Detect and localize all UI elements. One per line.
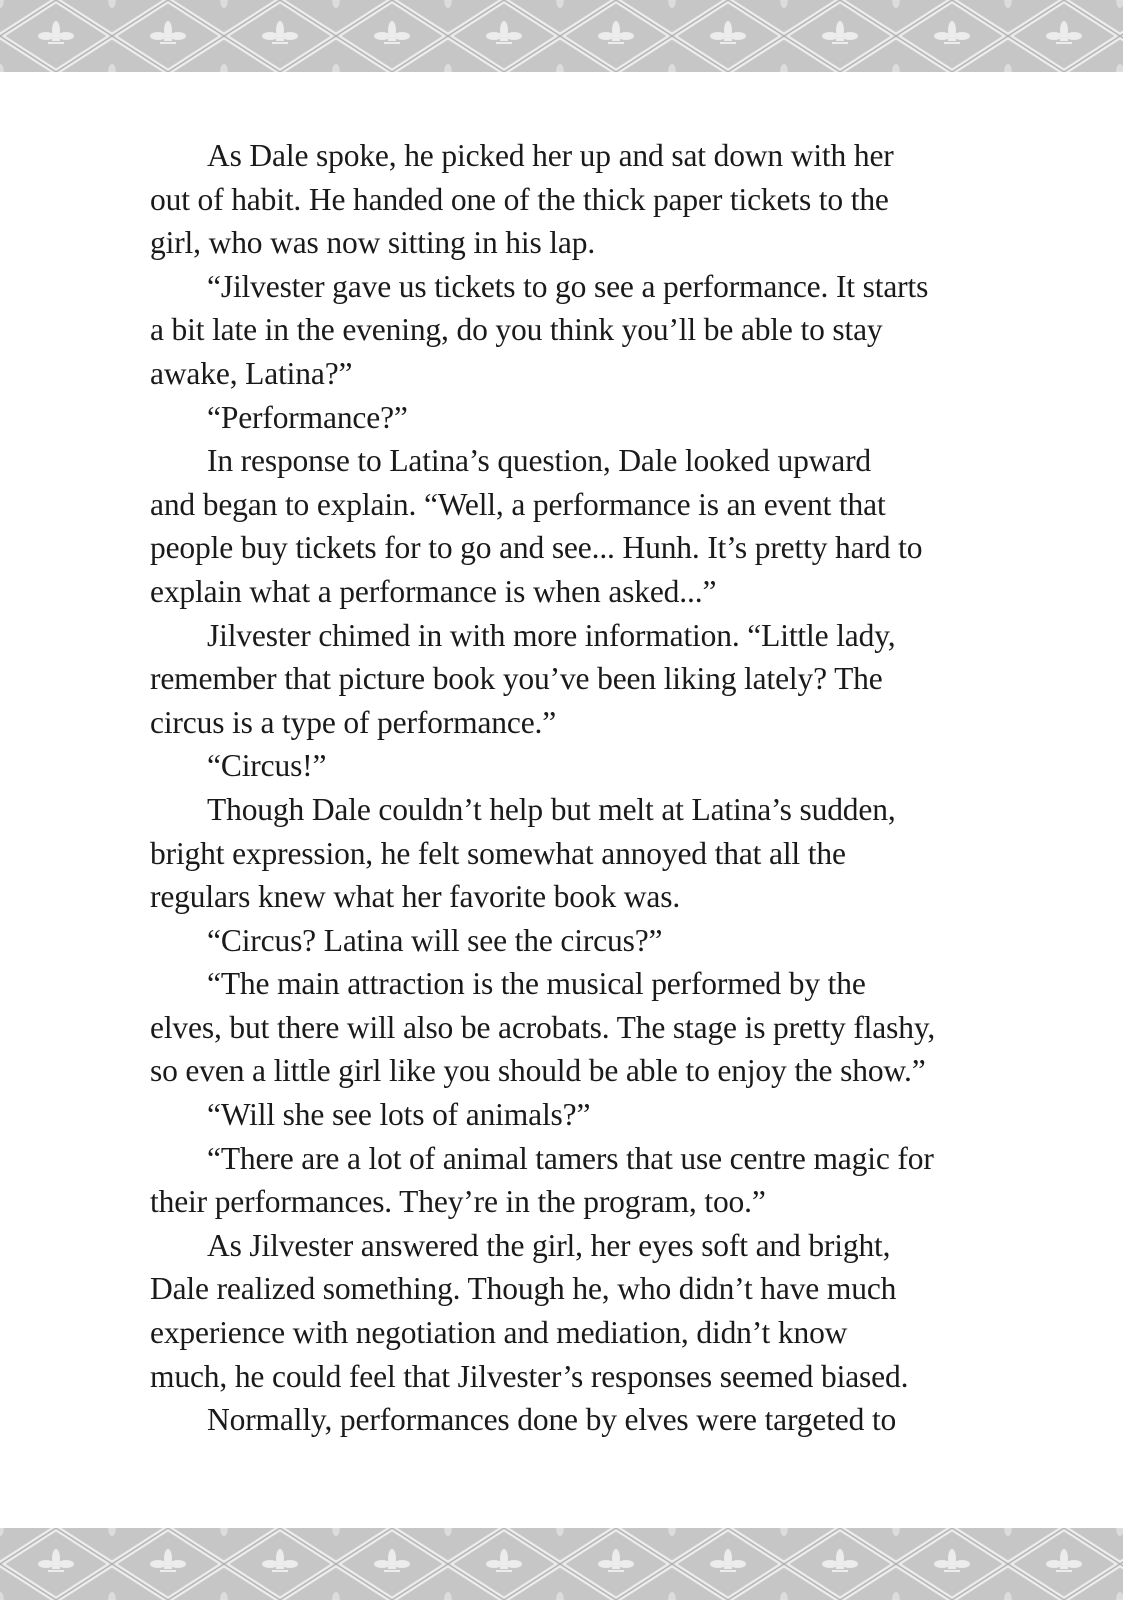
text-line: “Performance?” [207, 399, 408, 435]
text-line: their performances. They’re in the program, too.” [150, 1184, 766, 1220]
text-line: experience with negotiation and mediation, didn’t know [150, 1315, 848, 1351]
text-line: “Circus? Latina will see the circus?” [207, 922, 663, 958]
text-line: Jilvester chimed in with more information. “Little lady, [207, 617, 896, 653]
text-line: so even a little girl like you should be able to enjoy the show.” [150, 1053, 926, 1089]
text-line: and began to explain. “Well, a performance is an event that [150, 486, 886, 522]
text-line: “The main attraction is the musical performed by the [207, 966, 866, 1002]
text-line: Though Dale couldn’t help but melt at Latina’s sudden, [207, 791, 896, 827]
text-line: Dale realized something. Though he, who didn’t have much [150, 1271, 897, 1307]
text-line: girl, who was now sitting in his lap. [150, 225, 596, 261]
text-line: out of habit. He handed one of the thick paper tickets to the [150, 181, 889, 217]
text-line: elves, but there will also be acrobats. The stage is pretty flashy, [150, 1009, 936, 1045]
text-line: much, he could feel that Jilvester’s responses seemed biased. [150, 1358, 909, 1394]
text-line: Normally, performances done by elves were targeted to [207, 1402, 897, 1438]
text-line: bright expression, he felt somewhat annoyed that all the [150, 835, 846, 871]
text-line: As Jilvester answered the girl, her eyes soft and bright, [207, 1227, 891, 1263]
top-decorative-border [0, 0, 1123, 72]
text-line: “There are a lot of animal tamers that use centre magic for [207, 1140, 934, 1176]
body-text [150, 134, 1050, 1442]
text-line: a bit late in the evening, do you think you’ll be able to stay [150, 312, 883, 348]
text-line: In response to Latina’s question, Dale looked upward [207, 443, 872, 479]
text-line: awake, Latina?” [150, 355, 353, 391]
bottom-decorative-border [0, 1528, 1123, 1600]
text-line: remember that picture book you’ve been liking lately? The [150, 661, 883, 697]
text-line: circus is a type of performance.” [150, 704, 557, 740]
text-line: regulars knew what her favorite book was. [150, 879, 681, 915]
text-line: “Will she see lots of animals?” [207, 1097, 591, 1133]
text-line: “Jilvester gave us tickets to go see a performance. It starts [207, 268, 929, 304]
text-line: explain what a performance is when asked...” [150, 573, 717, 609]
text-line: people buy tickets for to go and see... Hunh. It’s pretty hard to [150, 530, 923, 566]
text-line: As Dale spoke, he picked her up and sat down with her [207, 138, 894, 173]
text-line: “Circus!” [207, 748, 327, 784]
